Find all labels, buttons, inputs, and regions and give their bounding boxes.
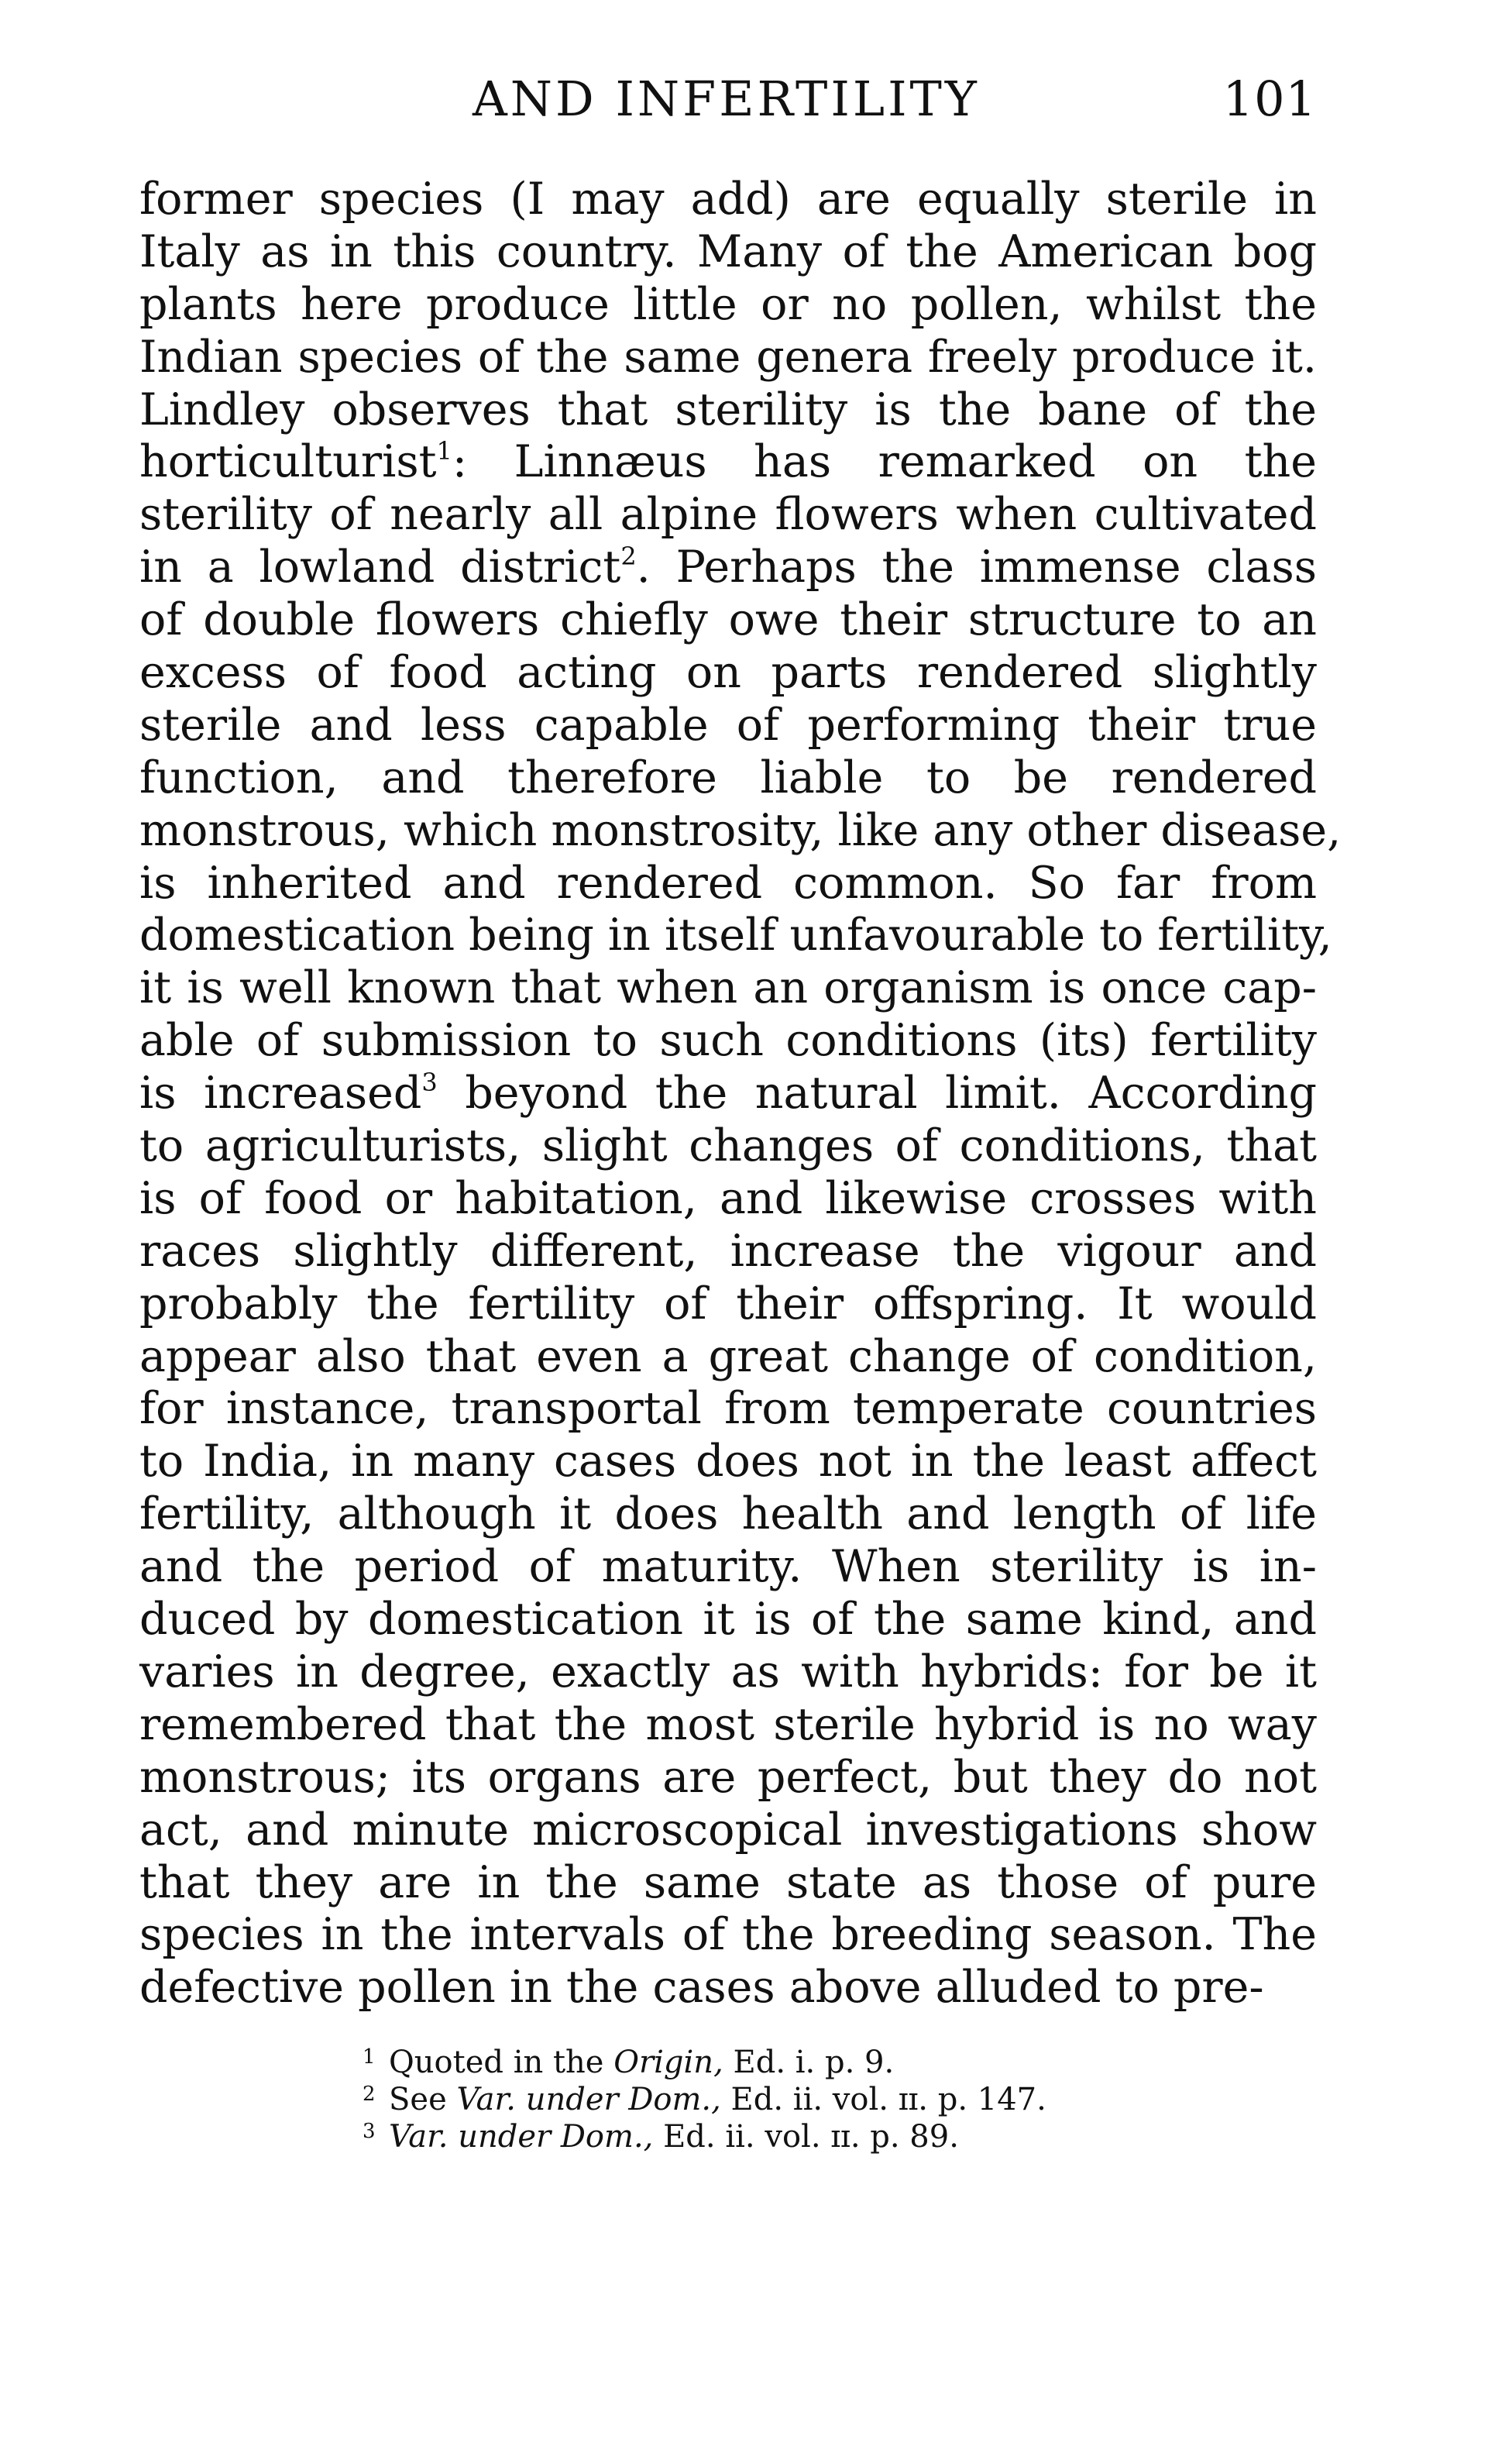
text-line: Lindley observes that sterility is the bane of the [139,384,1317,435]
footnote-text: Quoted in the [389,2045,614,2080]
footnote-text: See [389,2082,457,2117]
text-line: is inherited and rendered common. So far from [139,857,1317,909]
text-line: varies in degree, exactly as with hybrids: for be it [139,1646,1317,1698]
text-segment: : Linnæus has remarked on the [452,436,1317,488]
text-line: defective pollen in the cases above alluded to pre- [139,1962,1264,2014]
text-line: appear also that even a great change of condition, [139,1330,1317,1382]
text-line: species in the intervals of the breeding season. The [139,1909,1317,1961]
text-line: to India, in many cases does not in the least affect [139,1436,1317,1488]
text-line: sterility of nearly all alpine flowers when cultivated [139,489,1317,541]
footnote: 2 See Var. under Dom., Ed. ii. vol. ɪɪ. p. 147. [363,2082,1046,2117]
running-head [472,68,1317,130]
footnotes [363,2044,1317,2155]
footnote-text: Ed. i. p. 9. [723,2045,895,2080]
footnote-title: Origin, [613,2045,723,2080]
text-line: able of submission to such conditions (its) fertility [139,1015,1317,1067]
text-line: monstrous; its organs are perfect, but they do not [139,1751,1317,1803]
footnote: 3 Var. under Dom., Ed. ii. vol. ɪɪ. p. 89. [363,2119,959,2155]
text-segment: horticulturist [139,436,437,488]
footnote-reference[interactable]: 3 [421,1068,438,1098]
text-line: function, and therefore liable to be rendered [139,752,1317,803]
text-line [139,436,1317,489]
footnote-title: Var. under Dom., [389,2119,654,2155]
text-line [139,1068,1317,1120]
text-line: that they are in the same state as those of pure [139,1856,1317,1908]
footnote-title: Var. under Dom., [456,2082,721,2117]
body-text [139,174,1342,2014]
text-line: for instance, transportal from temperate countries [139,1383,1317,1435]
text-line: excess of food acting on parts rendered slightly [139,647,1317,699]
text-segment: in a lowland district [139,542,621,593]
running-title: AND INFERTILITY [472,71,980,127]
text-line: plants here produce little or no pollen, whilst the [139,278,1317,330]
text-line: domestication being in itself unfavourable to fertility, [139,910,1332,961]
text-line: it is well known that when an organism is once cap- [139,962,1317,1014]
text-line: probably the fertility of their offspring. It would [139,1278,1317,1329]
text-segment: is increased [139,1068,422,1120]
text-line: and the period of maturity. When sterility is in- [139,1541,1317,1593]
text-line: sterile and less capable of performing their true [139,699,1317,751]
text-line: monstrous, which monstrosity, like any other disease, [139,804,1342,856]
text-line: act, and minute microscopical investigations show [139,1804,1317,1856]
text-line: races slightly different, increase the vigour and [139,1225,1317,1277]
text-line: former species (I may add) are equally sterile in [139,174,1317,225]
footnote-text: Ed. ii. vol. ɪɪ. p. 89. [653,2119,959,2155]
footnote: 1 Quoted in the Origin, Ed. i. p. 9. [363,2045,895,2080]
footnote-reference[interactable]: 1 [436,436,452,466]
text-line: fertility, although it does health and length of life [139,1488,1317,1540]
text-segment: . Perhaps the immense class [636,542,1317,593]
page-number: 101 [1222,71,1317,127]
text-line: is of food or habitation, and likewise crosses with [139,1172,1317,1224]
text-line: Italy as in this country. Many of the American bog [139,225,1317,277]
text-line: Indian species of the same genera freely produce it. [139,331,1317,383]
footnote-text: Ed. ii. vol. ɪɪ. p. 147. [720,2082,1046,2117]
text-line [139,542,1317,594]
footnote-reference[interactable]: 2 [620,542,637,572]
text-line: of double flowers chiefly owe their structure to an [139,594,1317,646]
text-line: to agriculturists, slight changes of conditions, that [139,1120,1317,1172]
text-line: remembered that the most sterile hybrid is no way [139,1698,1317,1750]
text-line: duced by domestication it is of the same kind, and [139,1594,1317,1646]
text-segment: beyond the natural limit. According [437,1068,1317,1120]
